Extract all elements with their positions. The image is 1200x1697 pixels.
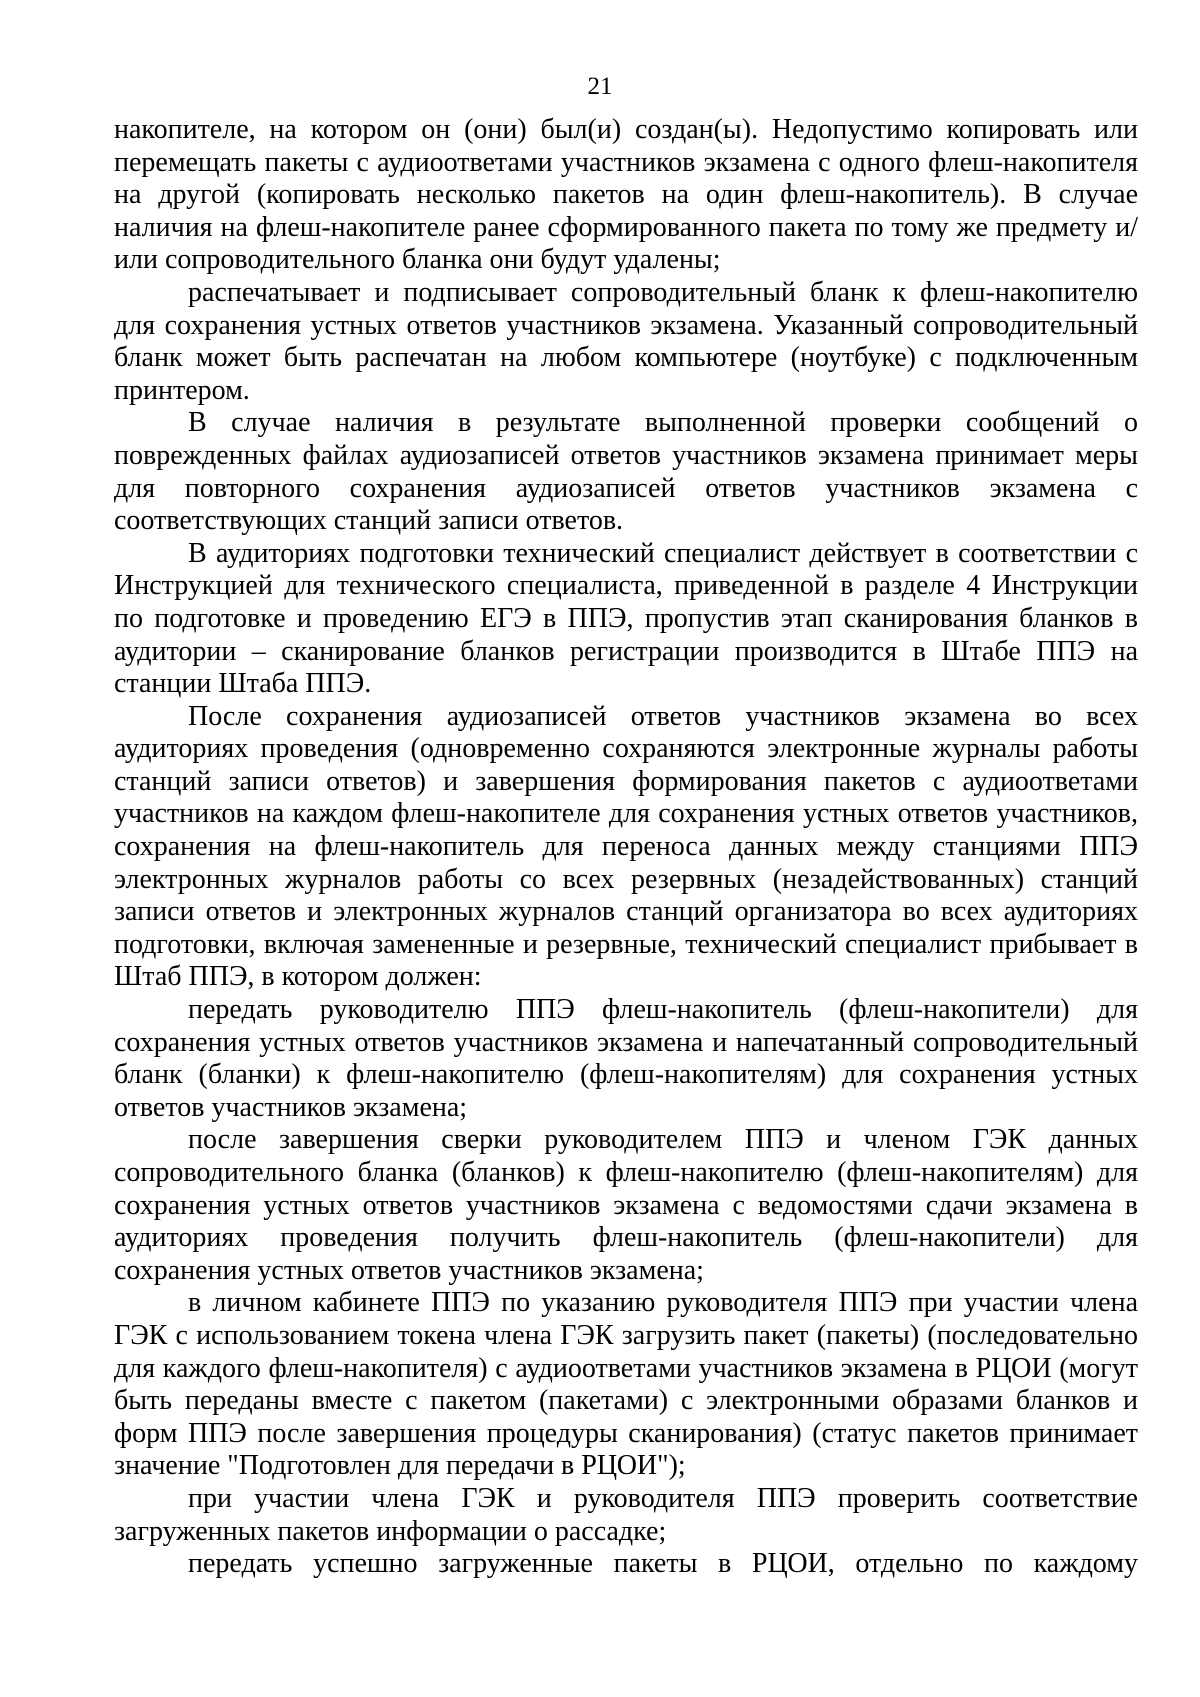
paragraph: распечатывает и подписывает сопроводительный бланк к флеш-накопителю для сохранения устных ответов участников экзамена. Указанный сопроводительный бланк может быть распечатан на любом компьютере (ноутбуке) с подключенным принтером. — [114, 276, 1138, 406]
paragraph: при участии члена ГЭК и руководителя ППЭ проверить соответствие загруженных пакетов информации о рассадке; — [114, 1482, 1138, 1547]
paragraph: в личном кабинете ППЭ по указанию руководителя ППЭ при участии члена ГЭК с использованием токена члена ГЭК загрузить пакет (пакеты) (последовательно для каждого флеш-накопителя) с аудиоответами участников экзамена в РЦОИ (могут быть переданы вместе с пакетом (пакетами) с электронными образами бланков и форм ППЭ после завершения процедуры сканирования) (статус пакетов принимает значение "Подготовлен для передачи в РЦОИ"); — [114, 1287, 1138, 1482]
body-text — [114, 114, 1138, 1581]
page-number: 21 — [587, 73, 613, 100]
paragraph: передать успешно загруженные пакеты в РЦОИ, отдельно по каждому — [188, 1548, 1138, 1580]
paragraph: накопителе, на котором он (они) был(и) создан(ы). Недопустимо копировать или перемещать пакеты с аудиоответами участников экзамена с одного флеш-накопителя на другой (копировать несколько пакетов на один флеш-накопитель). В случае наличия на флеш-накопителе ранее сформированного пакета по тому же предмету и/или сопроводительного бланка они будут удалены; — [114, 114, 1138, 276]
paragraph: После сохранения аудиозаписей ответов участников экзамена во всех аудиториях проведения (одновременно сохраняются электронные журналы работы станций записи ответов) и завершения формирования пакетов с аудиоответами участников на каждом флеш-накопителе для сохранения устных ответов участников, сохранения на флеш-накопитель для переноса данных между станциями ППЭ электронных журналов работы со всех резервных (незадействованных) станций записи ответов и электронных журналов станций организатора во всех аудиториях подготовки, включая замененные и резервные, технический специалист прибывает в Штаб ППЭ, в котором должен: — [114, 700, 1138, 993]
paragraph: В случае наличия в результате выполненной проверки сообщений о поврежденных файлах аудиозаписей ответов участников экзамена принимает меры для повторного сохранения аудиозаписей ответов участников экзамена с соответствующих станций записи ответов. — [114, 407, 1138, 537]
paragraph: после завершения сверки руководителем ППЭ и членом ГЭК данных сопроводительного бланка (бланков) к флеш-накопителю (флеш-накопителям) для сохранения устных ответов участников экзамена с ведомостями сдачи экзамена в аудиториях проведения получить флеш-накопитель (флеш-накопители) для сохранения устных ответов участников экзамена; — [114, 1124, 1138, 1286]
paragraph: В аудиториях подготовки технический специалист действует в соответствии с Инструкцией для технического специалиста, приведенной в разделе 4 Инструкции по подготовке и проведению ЕГЭ в ППЭ, пропустив этап сканирования бланков в аудитории – сканирование бланков регистрации производится в Штабе ППЭ на станции Штаба ППЭ. — [114, 537, 1138, 700]
paragraph: передать руководителю ППЭ флеш-накопитель (флеш-накопители) для сохранения устных ответов участников экзамена и напечатанный сопроводительный бланк (бланки) к флеш-накопителю (флеш-накопителям) для сохранения устных ответов участников экзамена; — [114, 994, 1138, 1123]
